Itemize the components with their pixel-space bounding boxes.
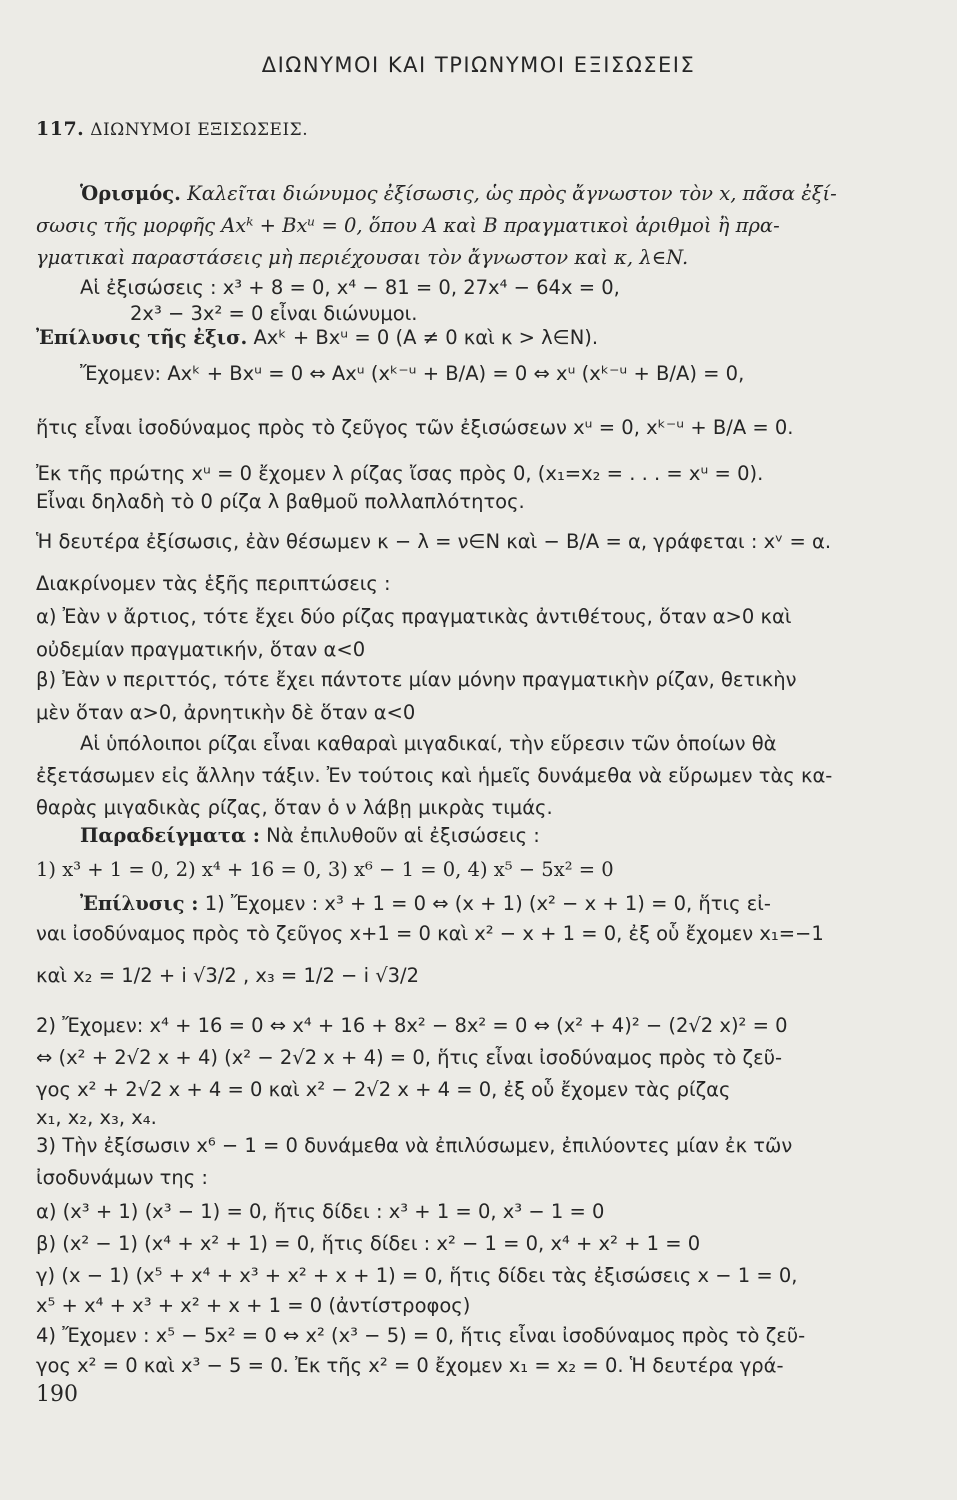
page-heading: ΔΙΩΝΥΜΟΙ ΚΑΙ ΤΡΙΩΝΥΜΟΙ ΕΞΙΣΩΣΕΙΣ	[261, 53, 696, 77]
solution-equation: Axᵏ + Bxᵘ = 0 (A ≠ 0 καὶ κ > λ∈N).	[253, 326, 599, 349]
section-number: 117.	[36, 118, 85, 140]
section-name: ΔΙΩΝΥΜΟΙ ΕΞΙΣΩΣΕΙΣ.	[90, 120, 309, 140]
examples-list: 1) x³ + 1 = 0, 2) x⁴ + 16 = 0, 3) x⁶ − 1 = 0, 4) x⁵ − 5x² = 0	[36, 858, 614, 881]
definition-label: Ὁρισμός.	[80, 182, 181, 205]
examples-intro-1: Αἱ ἐξισώσεις : x³ + 8 = 0, x⁴ − 81 = 0, 27x⁴ − 64x = 0,	[80, 276, 620, 299]
definition-line-3: γματικαὶ παραστάσεις μὴ περιέχουσαι τὸν ἄγνωστον καὶ κ, λ∈N.	[36, 246, 689, 269]
solution2-line-13: x⁵ + x⁴ + x³ + x² + x + 1 = 0 (ἀντίστροφος)	[36, 1294, 471, 1317]
solution-header	[36, 324, 927, 351]
body-line-8: οὐδεμίαν πραγματικήν, ὅταν α<0	[36, 638, 366, 661]
body-line-11: Αἱ ὑπόλοιποι ρίζαι εἶναι καθαραὶ μιγαδικαί, τὴν εὕρεσιν τῶν ὁποίων θὰ	[80, 732, 777, 755]
page-number: 190	[36, 1382, 78, 1407]
body-line-12: ἐξετάσωμεν εἰς ἄλλην τάξιν. Ἐν τούτοις καὶ ἡμεῖς δυνάμεθα νὰ εὕρωμεν τὰς κα-	[36, 764, 833, 787]
solution2-line-1	[80, 890, 927, 917]
body-line-5: Ἡ δευτέρα ἐξίσωσις, ἐὰν θέσωμεν κ − λ = ν∈N καὶ − B/A = α, γράφεται : xᵛ = α.	[36, 530, 832, 553]
body-line-7: α) Ἐὰν ν ἄρτιος, τότε ἔχει δύο ρίζας πραγματικὰς ἀντιθέτους, ὅταν α>0 καὶ	[36, 605, 792, 628]
solution2-line-15: γος x² = 0 καὶ x³ − 5 = 0. Ἐκ τῆς x² = 0 ἔχομεν x₁ = x₂ = 0. Ἡ δευτέρα γρά-	[36, 1354, 784, 1377]
body-line-2: ἥτις εἶναι ἰσοδύναμος πρὸς τὸ ζεῦγος τῶν ἐξισώσεων xᵘ = 0, xᵏ⁻ᵘ + B/A = 0.	[36, 416, 794, 439]
definition-text-1: Καλεῖται διώνυμος ἐξίσωσις, ὡς πρὸς ἄγνωστον τὸν x, πᾶσα ἐξί-	[187, 182, 837, 205]
examples-prompt: Νὰ ἐπιλυθοῦν αἱ ἐξισώσεις :	[266, 824, 540, 847]
body-line-10: μὲν ὅταν α>0, ἀρνητικὴν δὲ ὅταν α<0	[36, 701, 416, 724]
body-line-6: Διακρίνομεν τὰς ἑξῆς περιπτώσεις :	[36, 572, 391, 595]
body-line-4: Εἶναι δηλαδὴ τὸ 0 ρίζα λ βαθμοῦ πολλαπλότητος.	[36, 490, 525, 513]
solution2-line-8: 3) Τὴν ἐξίσωσιν x⁶ − 1 = 0 δυνάμεθα νὰ ἐπιλύσωμεν, ἐπιλύοντες μίαν ἐκ τῶν	[36, 1134, 793, 1157]
solution2-line-10: α) (x³ + 1) (x³ − 1) = 0, ἥτις δίδει : x³ + 1 = 0, x³ − 1 = 0	[36, 1200, 605, 1223]
body-line-3: Ἐκ τῆς πρώτης xᵘ = 0 ἔχομεν λ ρίζας ἴσας πρὸς 0, (x₁=x₂ = . . . = xᵘ = 0).	[36, 462, 764, 485]
definition-line-2: σωσις τῆς μορφῆς Axᵏ + Bxᵘ = 0, ὅπου A καὶ B πραγματικοὶ ἀριθμοὶ ἢ πρα-	[36, 214, 780, 237]
examples-header	[80, 822, 927, 849]
solution2-line-4: 2) Ἔχομεν: x⁴ + 16 = 0 ⇔ x⁴ + 16 + 8x² − 8x² = 0 ⇔ (x² + 4)² − (2√2 x)² = 0	[36, 1014, 788, 1037]
solution2-line-12: γ) (x − 1) (x⁵ + x⁴ + x³ + x² + x + 1) = 0, ἥτις δίδει τὰς ἐξισώσεις x − 1 = 0,	[36, 1264, 798, 1287]
solution2-line-7: x₁, x₂, x₃, x₄.	[36, 1106, 157, 1129]
definition-line-1	[80, 180, 927, 207]
examples-label: Παραδείγματα :	[80, 824, 260, 847]
section-title	[36, 116, 927, 144]
solution2-line-3: καὶ x₂ = 1/2 + i √3/2 , x₃ = 1/2 − i √3/2	[36, 964, 420, 987]
examples-intro-2: 2x³ − 3x² = 0 εἶναι διώνυμοι.	[130, 302, 418, 325]
solution2-line-14: 4) Ἔχομεν : x⁵ − 5x² = 0 ⇔ x² (x³ − 5) = 0, ἥτις εἶναι ἰσοδύναμος πρὸς τὸ ζεῦ-	[36, 1324, 806, 1347]
solution2-line-6: γος x² + 2√2 x + 4 = 0 καὶ x² − 2√2 x + 4 = 0, ἐξ οὗ ἔχομεν τὰς ρίζας	[36, 1078, 731, 1101]
body-line-9: β) Ἐὰν ν περιττός, τότε ἔχει πάντοτε μίαν μόνην πραγματικὴν ρίζαν, θετικὴν	[36, 668, 797, 691]
solution-label: Ἐπίλυσις τῆς ἐξισ.	[36, 326, 248, 349]
solution2-line-9: ἰσοδυνάμων της :	[36, 1166, 208, 1189]
body-line-13: θαρὰς μιγαδικὰς ρίζας, ὅταν ὁ ν λάβῃ μικρὰς τιμάς.	[36, 796, 553, 819]
solution2-text-1: 1) Ἔχομεν : x³ + 1 = 0 ⇔ (x + 1) (x² − x + 1) = 0, ἥτις εἰ-	[204, 892, 771, 915]
solution2-label: Ἐπίλυσις :	[80, 892, 199, 915]
body-line-1: Ἔχομεν: Axᵏ + Bxᵘ = 0 ⇔ Axᵘ (xᵏ⁻ᵘ + B/A) = 0 ⇔ xᵘ (xᵏ⁻ᵘ + B/A) = 0,	[80, 362, 745, 385]
solution2-line-5: ⇔ (x² + 2√2 x + 4) (x² − 2√2 x + 4) = 0, ἥτις εἶναι ἰσοδύναμος πρὸς τὸ ζεῦ-	[36, 1046, 783, 1069]
solution2-line-11: β) (x² − 1) (x⁴ + x² + 1) = 0, ἥτις δίδει : x² − 1 = 0, x⁴ + x² + 1 = 0	[36, 1232, 701, 1255]
solution2-line-2: ναι ἰσοδύναμος πρὸς τὸ ζεῦγος x+1 = 0 καὶ x² − x + 1 = 0, ἐξ οὗ ἔχομεν x₁=−1	[36, 922, 824, 945]
